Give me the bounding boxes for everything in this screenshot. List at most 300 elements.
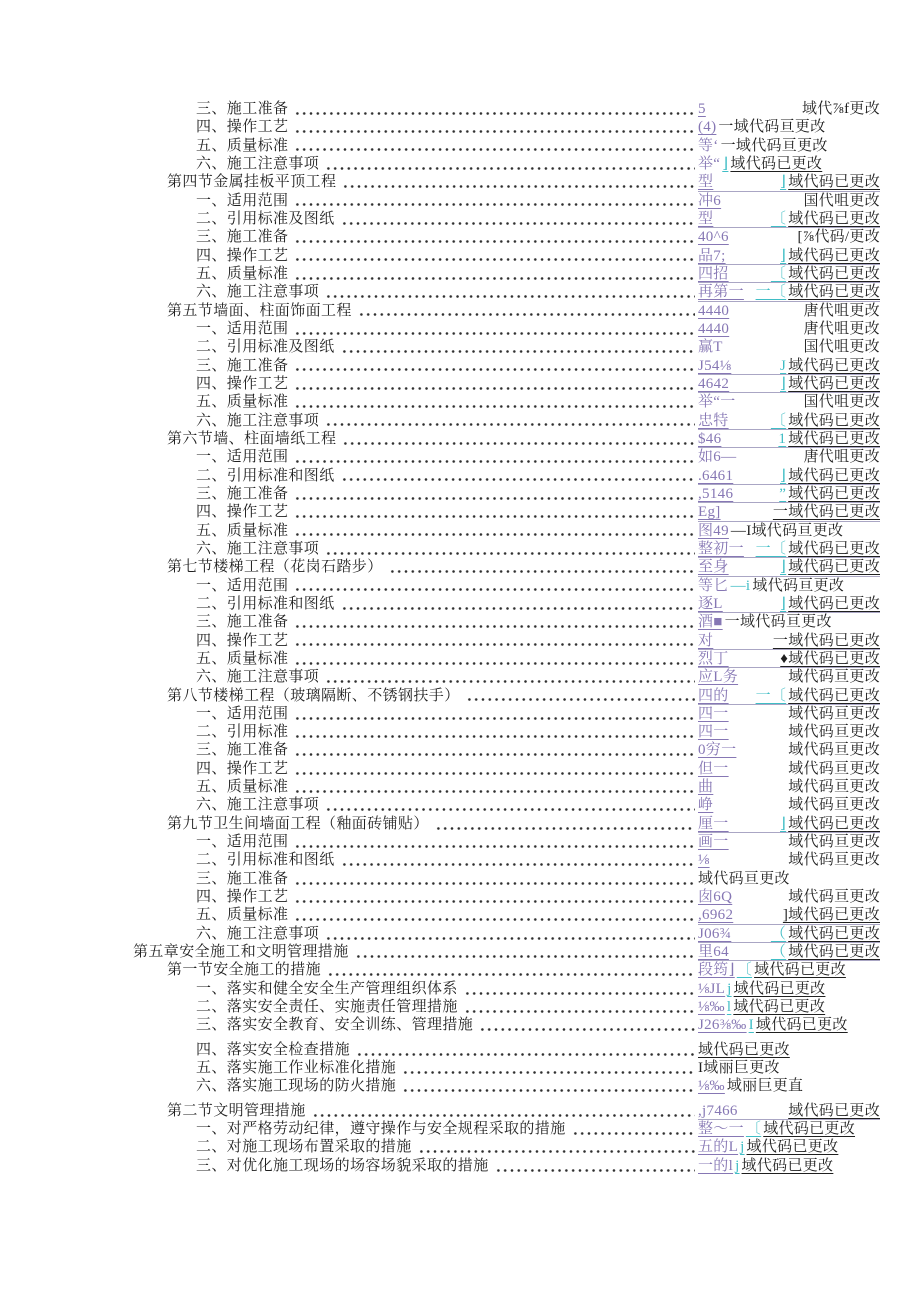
revision-mark: ⌋ [780, 375, 787, 392]
field-code-annotation: 一域代码已更改 [772, 504, 880, 521]
page-ref[interactable]: 如6— [698, 449, 737, 466]
toc-entry-tail [698, 228, 880, 246]
field-code-annotation: ♦域代码已更改 [780, 650, 880, 667]
toc-row [133, 100, 880, 118]
dot-leader [294, 100, 695, 118]
toc-entry-tail [698, 338, 880, 356]
page-ref[interactable]: 4440 [698, 320, 730, 337]
toc-entry-tail [698, 1157, 880, 1175]
toc-entry-label[interactable]: 一、适用范围 [196, 320, 289, 337]
page-ref[interactable]: 等‘ [698, 137, 719, 154]
revision-mark: 一〔 [755, 687, 787, 704]
field-code-annotation: 域代码已更改 [733, 980, 826, 997]
dot-leader [294, 375, 695, 393]
toc-entry-tail [698, 668, 880, 686]
toc-entry-label[interactable]: 五、质量标准 [196, 265, 289, 282]
toc-entry-tail [698, 833, 880, 851]
field-code-annotation: 域代码亘更改 [788, 852, 880, 869]
field-code-annotation: 一域代码亘更改 [718, 119, 826, 136]
toc-entry-label[interactable]: 一、对严格劳动纪律，遵守操作与安全规程采取的措施 [196, 1121, 566, 1138]
toc-entry-tail [698, 870, 880, 888]
toc-row [133, 192, 880, 210]
field-code-annotation: 域代码已更改 [788, 284, 880, 301]
toc-entry-tail [698, 577, 880, 595]
revision-mark: ⌋ [780, 559, 787, 576]
dot-leader [356, 1041, 695, 1059]
toc-entry-tail [698, 851, 880, 869]
page-ref[interactable]: 曲 [698, 779, 714, 796]
toc-entry-tail [698, 760, 880, 778]
toc-entry-tail [698, 888, 880, 906]
page-ref[interactable]: 四一 [698, 705, 729, 722]
toc-entry-label[interactable]: 五、质量标准 [196, 394, 289, 411]
toc-entry-tail [698, 467, 880, 485]
field-code-annotation: 域代码亘更改 [788, 724, 880, 741]
dot-leader [312, 1102, 695, 1120]
dot-leader [464, 980, 695, 998]
toc-row [133, 357, 880, 375]
field-code-annotation: 唐代咀更改 [803, 320, 880, 337]
dot-leader [294, 448, 695, 466]
toc-entry-label[interactable]: 五、质量标准 [196, 779, 289, 796]
toc-entry-label[interactable]: 一、适用范围 [196, 449, 289, 466]
toc-entry-label[interactable]: 二、引用标准和图纸 [196, 467, 335, 484]
toc-row [133, 1059, 880, 1077]
toc-entry-tail [698, 118, 880, 136]
page-ref[interactable]: 一的l [698, 1157, 734, 1174]
revision-mark: j [727, 980, 732, 997]
page-ref[interactable]: 五的L [698, 1139, 739, 1156]
page-ref[interactable]: ,6962 [698, 907, 734, 924]
toc-row [133, 155, 880, 173]
dot-leader [294, 888, 695, 906]
field-code-annotation: 国代咀更改 [803, 192, 880, 209]
toc-entry-tail [698, 1102, 880, 1120]
toc-entry-tail [698, 723, 880, 741]
toc-row [133, 393, 880, 411]
page-ref[interactable]: 四一 [698, 724, 729, 741]
toc-entry-label[interactable]: 第四节金属挂板平顶工程 [167, 174, 337, 191]
revision-mark: l [726, 999, 732, 1016]
toc-entry-label[interactable]: 六、施工注意事项 [196, 669, 320, 686]
dot-leader [294, 357, 695, 375]
dot-leader [341, 210, 695, 228]
field-code-annotation: 域代码已更改 [788, 375, 880, 392]
page-ref[interactable]: 四的 [698, 687, 729, 704]
toc-row [133, 577, 880, 595]
toc-row [133, 687, 880, 705]
dot-leader [294, 723, 695, 741]
dot-leader [294, 833, 695, 851]
toc-row [133, 448, 880, 466]
page-ref[interactable]: .6461 [698, 467, 734, 484]
page-ref[interactable]: 画一 [698, 834, 729, 851]
toc-row [133, 137, 880, 155]
page-ref[interactable]: 至身 [698, 559, 729, 576]
toc-entry-label[interactable]: 六、施工注意事项 [196, 925, 320, 942]
dot-leader [342, 430, 695, 448]
field-code-annotation: I域丽巨更改 [698, 1060, 780, 1077]
toc-entry-tail [698, 613, 880, 631]
toc-entry-label[interactable]: 第一节安全施工的措施 [167, 962, 322, 979]
toc-entry-tail [698, 522, 880, 540]
revision-mark: j [740, 1139, 745, 1156]
dot-leader [341, 595, 695, 613]
page-ref[interactable]: 对 [698, 632, 714, 649]
field-code-annotation: 域代码已更改 [788, 944, 880, 961]
toc-row [133, 906, 880, 924]
page-ref[interactable]: 整～一 [698, 1121, 744, 1138]
toc-row [133, 1016, 880, 1034]
page-ref[interactable]: 应L务 [698, 669, 739, 686]
dot-leader [294, 503, 695, 521]
page-ref[interactable]: 再第一 [698, 284, 744, 301]
toc-entry-label[interactable]: 二、落实安全责任、实施责任管理措施 [196, 999, 458, 1016]
page-ref[interactable]: 整初一 [698, 540, 744, 557]
field-code-annotation: 一域代码已更改 [772, 632, 880, 649]
toc-entry-label[interactable]: 二、对施工现场布置采取的措施 [196, 1139, 412, 1156]
toc-row [133, 375, 880, 393]
table-of-contents [133, 100, 880, 1175]
toc-entry-tail [698, 961, 880, 979]
page-ref[interactable]: 品7; [698, 247, 726, 264]
revision-mark: J [780, 357, 787, 374]
page-ref[interactable]: 4440 [698, 302, 730, 319]
toc-row [133, 503, 880, 521]
toc-entry-tail [698, 265, 880, 283]
toc-entry-label[interactable]: 四、操作工艺 [196, 760, 289, 777]
page-ref[interactable]: 冲6 [698, 192, 722, 209]
toc-row [133, 522, 880, 540]
field-code-annotation: 域代码已更改 [788, 174, 880, 191]
page-ref[interactable]: 赢T [698, 339, 723, 356]
dot-leader [294, 247, 695, 265]
toc-entry-tail [698, 906, 880, 924]
field-code-annotation: 域丽巨更直 [726, 1078, 804, 1095]
toc-entry-tail [698, 1059, 880, 1077]
toc-entry-label[interactable]: 五、质量标准 [196, 522, 289, 539]
toc-entry-label[interactable]: 一、适用范围 [196, 834, 289, 851]
field-code-annotation: 域代码已更改 [755, 1017, 848, 1034]
dot-leader [464, 998, 695, 1016]
toc-row [133, 283, 880, 301]
dot-leader [325, 283, 695, 301]
toc-entry-tail [698, 485, 880, 503]
page-ref[interactable]: 烈丁 [698, 650, 729, 667]
toc-entry-label[interactable]: 第六节墙、柱面墙纸工程 [167, 430, 337, 447]
dot-leader [341, 467, 695, 485]
toc-entry-label[interactable]: 第五节墙面、柱面饰面工程 [167, 302, 352, 319]
dot-leader [325, 668, 695, 686]
dot-leader [479, 1016, 695, 1034]
revision-mark: 〔 [770, 210, 787, 227]
revision-mark: 〔 [770, 265, 787, 282]
toc-row [133, 320, 880, 338]
toc-entry-label[interactable]: 第九节卫生间墙面工程（釉面砖铺贴） [167, 815, 429, 832]
field-code-annotation: 域代码亘更改 [698, 870, 790, 887]
toc-row [133, 118, 880, 136]
field-code-annotation: 域代⅞f更改 [801, 101, 880, 117]
toc-entry-tail [698, 595, 880, 613]
toc-entry-label[interactable]: 一、适用范围 [196, 705, 289, 722]
page-ref[interactable]: 厘一 [698, 815, 729, 832]
revision-mark: 〔 [745, 1121, 762, 1138]
toc-entry-label[interactable]: 六、施工注意事项 [196, 412, 320, 429]
toc-entry-label[interactable]: 三、施工准备 [196, 101, 289, 117]
dot-leader [294, 320, 695, 338]
toc-entry-label[interactable]: 五、落实施工作业标准化措施 [196, 1060, 397, 1077]
field-code-annotation: 域代码已更改 [733, 999, 826, 1016]
toc-entry-label[interactable]: 四、操作工艺 [196, 375, 289, 392]
toc-entry-label[interactable]: 三、施工准备 [196, 229, 289, 246]
field-code-annotation: 域代码已更改 [754, 962, 846, 979]
dot-leader [294, 906, 695, 924]
field-code-annotation: 域代码已更改 [788, 467, 880, 484]
toc-entry-label[interactable]: 二、引用标准 [196, 724, 289, 741]
toc-row [133, 961, 880, 979]
dot-leader [325, 155, 695, 173]
page-ref[interactable]: ⅛JL [698, 980, 726, 997]
toc-entry-label[interactable]: 六、落实施工现场的防火措施 [196, 1078, 397, 1095]
toc-entry-tail [698, 1138, 880, 1156]
page-ref[interactable]: 峥 [698, 797, 714, 814]
toc-row [133, 228, 880, 246]
revision-mark: ” [779, 485, 787, 502]
field-code-annotation: 域代码已更改 [788, 540, 880, 557]
field-code-annotation: 域代码已更改 [788, 815, 880, 832]
toc-entry-label[interactable]: 四、操作工艺 [196, 504, 289, 521]
page-ref[interactable]: 忠特 [698, 412, 729, 429]
dot-leader [325, 796, 695, 814]
toc-row [133, 338, 880, 356]
field-code-annotation: 域代码亘更改 [788, 889, 880, 906]
toc-row [133, 613, 880, 631]
toc-entry-label[interactable]: 第二节文明管理措施 [167, 1102, 306, 1119]
page-ref[interactable]: 型 [698, 210, 714, 227]
toc-entry-label[interactable]: 三、施工准备 [196, 614, 289, 631]
page-ref[interactable]: 举“ [698, 155, 721, 172]
revision-mark: ⌋ [780, 174, 787, 191]
dot-leader [495, 1157, 695, 1175]
dot-leader [341, 338, 695, 356]
dot-leader [572, 1120, 695, 1138]
toc-entry-label[interactable]: 二、引用标准及图纸 [196, 210, 335, 227]
toc-entry-label[interactable]: 四、操作工艺 [196, 632, 289, 649]
toc-row [133, 888, 880, 906]
page-ref[interactable]: 段筠⌋ [698, 962, 735, 979]
dot-leader [294, 577, 695, 595]
page-ref[interactable]: 里64 [698, 944, 729, 961]
toc-entry-tail [698, 540, 880, 558]
toc-row [133, 943, 880, 961]
page-ref[interactable]: ,5146 [698, 485, 734, 502]
toc-entry-tail [698, 320, 880, 338]
toc-entry-label[interactable]: 三、对优化施工现场的场容场貌采取的措施 [196, 1157, 489, 1174]
toc-row [133, 668, 880, 686]
toc-entry-tail [698, 503, 880, 521]
dot-leader [325, 925, 695, 943]
toc-row [133, 1077, 880, 1095]
page-ref[interactable]: J06¾ [698, 925, 732, 942]
toc-entry-label[interactable]: 一、落实和健全安全生产管理组织体系 [196, 980, 458, 997]
page-ref[interactable]: 酒■ [698, 614, 723, 631]
toc-entry-label[interactable]: 五、质量标准 [196, 650, 289, 667]
toc-row [133, 796, 880, 814]
dot-leader [294, 265, 695, 283]
toc-entry-label[interactable]: 三、施工准备 [196, 485, 289, 502]
toc-entry-label[interactable]: 四、落实安全检查措施 [196, 1041, 351, 1058]
toc-entry-tail [698, 796, 880, 814]
toc-entry-label[interactable]: 二、引用标准和图纸 [196, 852, 335, 869]
page-ref[interactable]: ⅛‰ [698, 999, 725, 1016]
toc-entry-label[interactable]: 四、操作工艺 [196, 247, 289, 264]
toc-entry-tail [698, 998, 880, 1016]
page-ref[interactable]: 0穷一 [698, 742, 737, 759]
dot-leader [325, 412, 695, 430]
toc-row [133, 980, 880, 998]
field-code-annotation: 域代码已更改 [788, 210, 880, 227]
toc-entry-label[interactable]: 六、施工注意事项 [196, 540, 320, 557]
revision-mark: ⌋ [780, 247, 787, 264]
toc-row [133, 265, 880, 283]
toc-row [133, 632, 880, 650]
dot-leader [294, 485, 695, 503]
toc-row [133, 1041, 880, 1059]
revision-mark: ⌋ [780, 595, 787, 612]
toc-row [133, 815, 880, 833]
toc-row [133, 1138, 880, 1156]
page-ref[interactable]: 等匕 [698, 577, 729, 594]
toc-entry-label[interactable]: 二、引用标准及图纸 [196, 339, 335, 356]
revision-mark: j [735, 1157, 740, 1174]
field-code-annotation: —I域代码亘更改 [730, 522, 844, 539]
dot-leader [294, 613, 695, 631]
page-ref[interactable]: J26⅜‰ [698, 1017, 747, 1034]
revision-mark: I [748, 1017, 754, 1034]
toc-row [133, 173, 880, 191]
toc-entry-label[interactable]: 三、施工准备 [196, 357, 289, 374]
toc-row [133, 1102, 880, 1120]
field-code-annotation: 域代码已更改 [788, 595, 880, 612]
page-ref[interactable]: 囱6Q [698, 889, 733, 906]
toc-entry-label[interactable]: 一、适用范围 [196, 192, 289, 209]
toc-row [133, 210, 880, 228]
field-code-annotation: 国代咀更改 [803, 339, 880, 356]
toc-entry-tail [698, 430, 880, 448]
page-ref[interactable]: ,j7466 [698, 1102, 738, 1119]
field-code-annotation: 域代码已更改 [788, 559, 880, 576]
dot-leader [294, 522, 695, 540]
toc-entry-tail [698, 1016, 880, 1034]
toc-entry-label[interactable]: 第七节楼梯工程（花岗石踏步） [167, 559, 383, 576]
dot-leader [294, 870, 695, 888]
toc-entry-label[interactable]: 六、施工注意事项 [196, 155, 320, 172]
page-ref[interactable]: (4) [698, 119, 717, 136]
toc-entry-tail [698, 925, 880, 943]
field-code-annotation: 域代码亘更改 [788, 834, 880, 851]
toc-entry-label[interactable]: 三、落实安全教育、安全训练、管理措施 [196, 1017, 474, 1034]
page-ref[interactable]: 逐L [698, 595, 723, 612]
revision-mark: （ [770, 925, 787, 942]
toc-entry-label[interactable]: 六、施工注意事项 [196, 797, 320, 814]
toc-entry-label[interactable]: 二、引用标准和图纸 [196, 595, 335, 612]
toc-entry-label[interactable]: 四、操作工艺 [196, 889, 289, 906]
toc-entry-label[interactable]: 五、质量标准 [196, 907, 289, 924]
revision-mark: ⌋ [780, 467, 787, 484]
toc-row [133, 870, 880, 888]
dot-leader [294, 632, 695, 650]
field-code-annotation: 域代码已更改 [788, 265, 880, 282]
toc-row [133, 925, 880, 943]
toc-entry-tail [698, 705, 880, 723]
dot-leader [418, 1138, 695, 1156]
dot-leader [294, 228, 695, 246]
toc-row [133, 302, 880, 320]
field-code-annotation: 唐代咀更改 [803, 449, 880, 466]
field-code-annotation: 域代码已更改 [741, 1157, 834, 1174]
toc-entry-label[interactable]: 一、适用范围 [196, 577, 289, 594]
toc-entry-label[interactable]: 三、施工准备 [196, 742, 289, 759]
dot-leader [402, 1059, 695, 1077]
field-code-annotation: 域代码亘更改 [788, 742, 880, 759]
toc-entry-label[interactable]: 四、操作工艺 [196, 119, 289, 136]
page-ref[interactable]: 4642 [698, 375, 730, 392]
page-ref[interactable]: ⅛‰ [698, 1078, 725, 1095]
toc-entry-tail [698, 393, 880, 411]
page-ref[interactable]: Eg] [698, 504, 721, 521]
toc-entry-tail [698, 687, 880, 705]
dot-leader [389, 558, 695, 576]
dot-leader [294, 192, 695, 210]
toc-entry-tail [698, 1120, 880, 1138]
toc-entry-tail [698, 283, 880, 301]
toc-row [133, 998, 880, 1016]
toc-entry-label[interactable]: 第八节楼梯工程（玻璃隔断、不锈钢扶手） [167, 687, 460, 704]
toc-row [133, 1157, 880, 1175]
page-ref[interactable]: 型 [698, 174, 714, 191]
revision-mark: 〔 [736, 962, 753, 979]
revision-mark: （ [770, 944, 787, 961]
toc-row [133, 760, 880, 778]
toc-entry-label[interactable]: 三、施工准备 [196, 870, 289, 887]
dot-leader [402, 1077, 695, 1095]
dot-leader [327, 961, 695, 979]
field-code-annotation: 域代码已更改 [788, 412, 880, 429]
page-ref[interactable]: J54⅛ [698, 357, 732, 374]
field-code-annotation: 国代咀更改 [803, 394, 880, 411]
page-ref[interactable]: 5 [698, 101, 706, 117]
page-ref[interactable]: 四招 [698, 265, 729, 282]
page-ref[interactable]: 40^6 [698, 229, 729, 246]
toc-row [133, 650, 880, 668]
field-code-annotation: 唐代咀更改 [803, 302, 880, 319]
page-ref[interactable]: 图49 [698, 522, 729, 539]
toc-row [133, 558, 880, 576]
dot-leader [294, 393, 695, 411]
toc-entry-label[interactable]: 六、施工注意事项 [196, 284, 320, 301]
toc-row [133, 430, 880, 448]
page-ref[interactable]: 但一 [698, 760, 729, 777]
page-ref[interactable]: ⅛ [698, 852, 710, 869]
toc-entry-label[interactable]: 五、质量标准 [196, 137, 289, 154]
toc-entry-label[interactable]: 第五章安全施工和文明管理措施 [133, 944, 349, 961]
dot-leader [358, 302, 695, 320]
toc-row [133, 595, 880, 613]
dot-leader [294, 118, 695, 136]
field-code-annotation: 域代码亘更改 [788, 705, 880, 722]
page-ref[interactable]: 举“一 [698, 394, 736, 411]
page-ref[interactable]: $46 [698, 430, 722, 447]
